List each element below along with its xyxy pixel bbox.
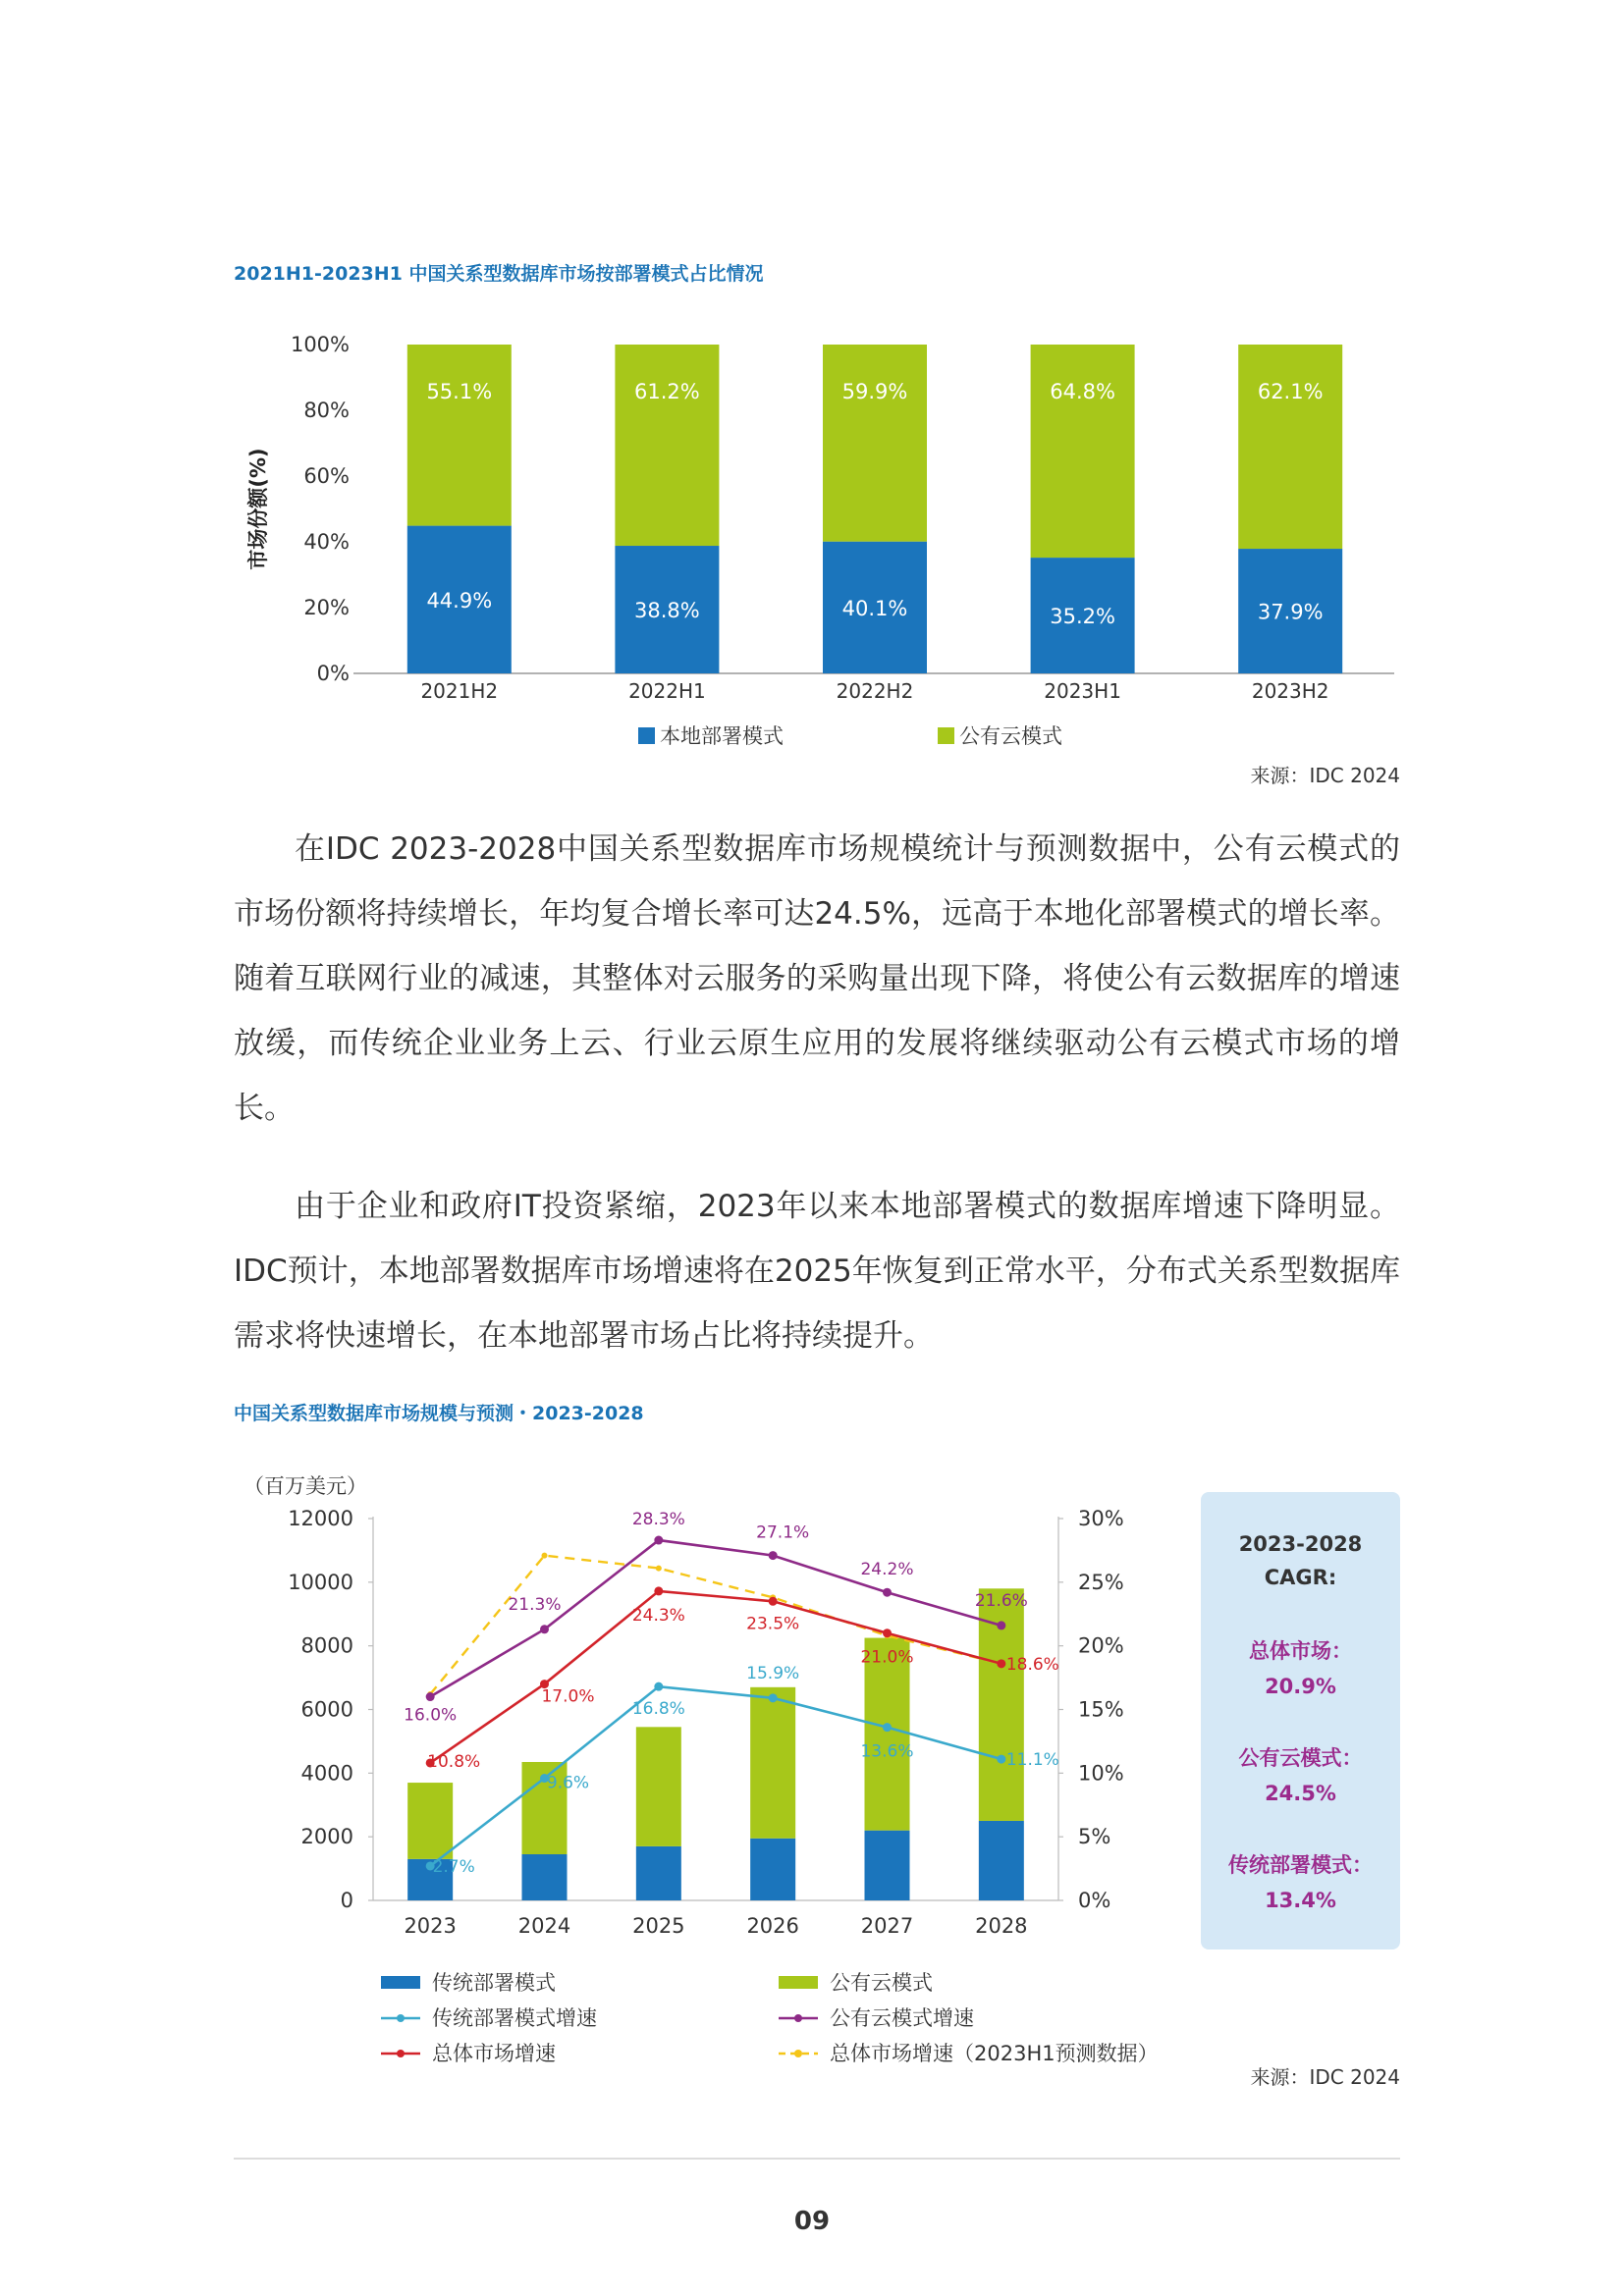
cagr-total-value: 20.9% xyxy=(1265,1675,1336,1698)
growth-data-label: 2.7% xyxy=(432,1856,475,1877)
growth-data-label: 9.6% xyxy=(546,1773,590,1793)
y-tick-label: 60% xyxy=(303,464,350,488)
bar-traditional xyxy=(522,1854,568,1900)
x-tick-label: 2023 xyxy=(404,1914,457,1938)
footer-divider xyxy=(234,2158,1400,2160)
y-tick-label: 0% xyxy=(316,662,350,685)
cagr-onprem-label: 传统部署模式： xyxy=(1228,1853,1373,1877)
growth-data-label: 10.8% xyxy=(427,1751,481,1772)
growth-line xyxy=(430,1540,1001,1696)
y-tick-label: 40% xyxy=(303,530,350,554)
bar-data-label: 44.9% xyxy=(426,588,493,613)
growth-point xyxy=(997,1755,1005,1764)
bar-data-label: 40.1% xyxy=(841,596,908,620)
y-tick-label: 100% xyxy=(290,333,350,356)
x-tick-label: 2024 xyxy=(517,1914,571,1938)
chart1-title: 2021H1-2023H1 中国关系型数据库市场按部署模式占比情况 xyxy=(234,263,764,285)
chart2-title: 中国关系型数据库市场规模与预测・2023-2028 xyxy=(234,1403,644,1424)
growth-data-label: 23.5% xyxy=(746,1614,800,1634)
bar-data-label: 62.1% xyxy=(1257,379,1324,403)
x-tick-label: 2022H1 xyxy=(628,679,706,703)
bar-data-label: 55.1% xyxy=(426,379,493,403)
bar-traditional xyxy=(636,1846,681,1900)
legend-swatch xyxy=(381,1976,420,1989)
growth-point xyxy=(542,1553,548,1559)
growth-point xyxy=(883,1629,892,1637)
y2-tick-label: 5% xyxy=(1078,1825,1111,1849)
bar-cloud xyxy=(636,1727,681,1846)
y-tick-label: 8000 xyxy=(300,1633,353,1658)
growth-data-label: 21.0% xyxy=(860,1647,914,1668)
growth-point xyxy=(883,1588,892,1597)
growth-data-label: 24.2% xyxy=(860,1560,914,1580)
bar-traditional xyxy=(865,1831,910,1900)
growth-line xyxy=(430,1556,1001,1694)
bar-data-label: 59.9% xyxy=(841,379,908,403)
growth-point xyxy=(426,1692,435,1701)
y2-tick-label: 0% xyxy=(1078,1889,1111,1912)
legend-label: 总体市场增速 xyxy=(432,2042,556,2065)
y-tick-label: 0 xyxy=(340,1889,353,1912)
y2-tick-label: 15% xyxy=(1078,1697,1124,1722)
bar-data-label: 37.9% xyxy=(1257,600,1324,624)
growth-data-label: 13.6% xyxy=(860,1741,914,1762)
bar-cloud xyxy=(407,1783,453,1859)
y2-tick-label: 30% xyxy=(1078,1507,1124,1530)
bar-data-label: 35.2% xyxy=(1050,605,1115,629)
growth-point xyxy=(769,1597,778,1606)
cagr-heading-years: 2023-2028 xyxy=(1238,1532,1363,1556)
bar-data-label: 64.8% xyxy=(1050,379,1115,403)
bar-cloud xyxy=(750,1687,795,1839)
growth-data-label: 21.3% xyxy=(508,1594,562,1615)
bar-traditional xyxy=(750,1839,795,1900)
legend-label: 总体市场增速（2023H1预测数据） xyxy=(830,2042,1159,2065)
legend-swatch-dot xyxy=(794,2014,802,2022)
growth-line xyxy=(430,1686,1001,1866)
x-tick-label: 2022H2 xyxy=(836,679,914,703)
bar-data-label: 61.2% xyxy=(634,379,700,403)
growth-data-label: 15.9% xyxy=(746,1663,800,1683)
y-tick-label: 80% xyxy=(303,399,350,422)
legend-swatch-dot xyxy=(397,2014,405,2022)
cagr-total-label: 总体市场： xyxy=(1249,1639,1352,1663)
cagr-onprem-value: 13.4% xyxy=(1265,1889,1336,1912)
growth-point xyxy=(769,1551,778,1560)
x-tick-label: 2027 xyxy=(860,1914,914,1938)
growth-data-label: 27.1% xyxy=(756,1522,810,1543)
x-tick-label: 2028 xyxy=(975,1914,1028,1938)
growth-point xyxy=(997,1659,1005,1668)
chart1-source: 来源：IDC 2024 xyxy=(1250,764,1400,787)
growth-data-label: 16.8% xyxy=(631,1699,685,1720)
growth-point xyxy=(654,1536,663,1545)
legend-label: 公有云模式 xyxy=(830,1971,933,1995)
bar-data-label: 38.8% xyxy=(634,599,700,623)
y-axis-unit: （百万美元） xyxy=(244,1474,367,1498)
y-tick-label: 12000 xyxy=(288,1507,353,1530)
y-axis-title: 市场份额(%) xyxy=(246,448,270,570)
growth-point xyxy=(654,1682,663,1691)
chart2-source: 来源：IDC 2024 xyxy=(1250,2065,1400,2089)
growth-data-label: 21.6% xyxy=(974,1590,1028,1611)
growth-data-label: 24.3% xyxy=(631,1605,685,1626)
cagr-cloud-value: 24.5% xyxy=(1265,1782,1336,1805)
legend-label: 本地部署模式 xyxy=(660,724,784,748)
x-tick-label: 2023H2 xyxy=(1251,679,1329,703)
y2-tick-label: 10% xyxy=(1078,1761,1124,1786)
x-tick-label: 2025 xyxy=(632,1914,685,1938)
growth-point xyxy=(769,1693,778,1702)
legend-label: 公有云模式 xyxy=(959,724,1062,748)
growth-data-label: 28.3% xyxy=(631,1510,685,1530)
y2-tick-label: 20% xyxy=(1078,1633,1124,1658)
y2-tick-label: 25% xyxy=(1078,1570,1124,1594)
y-tick-label: 20% xyxy=(303,596,350,619)
y-tick-label: 2000 xyxy=(300,1825,353,1849)
y-tick-label: 10000 xyxy=(288,1570,353,1594)
legend-swatch xyxy=(779,1976,818,1989)
growth-point xyxy=(540,1625,549,1633)
x-tick-label: 2023H1 xyxy=(1044,679,1121,703)
x-tick-label: 2021H2 xyxy=(420,679,499,703)
growth-point xyxy=(654,1586,663,1595)
y-tick-label: 4000 xyxy=(300,1761,353,1786)
growth-point xyxy=(656,1566,662,1572)
growth-point xyxy=(997,1621,1005,1629)
cagr-cloud-label: 公有云模式： xyxy=(1238,1746,1363,1770)
growth-data-label: 18.6% xyxy=(1005,1654,1059,1675)
paragraph-2: 由于企业和政府IT投资紧缩，2023年以来本地部署模式的数据库增速下降明显。IDC预计，本地部署数据库市场增速将在2025年恢复到正常水平，分布式关系型数据库需求将快速增长，在本地部署市场占比将持续提升。 xyxy=(234,1189,1400,1354)
growth-data-label: 11.1% xyxy=(1005,1750,1059,1771)
y-tick-label: 6000 xyxy=(300,1697,353,1722)
growth-line xyxy=(430,1591,1001,1763)
page-number: 09 xyxy=(793,2207,831,2236)
cagr-box xyxy=(1201,1492,1400,1949)
legend-swatch-dot xyxy=(794,2050,802,2057)
legend-swatch-dot xyxy=(397,2050,405,2057)
growth-data-label: 17.0% xyxy=(541,1686,595,1707)
growth-data-label: 16.0% xyxy=(404,1705,458,1726)
growth-point xyxy=(883,1723,892,1732)
paragraph-1: 在IDC 2023-2028中国关系型数据库市场规模统计与预测数据中，公有云模式的市场份额将持续增长，年均复合增长率可达24.5%，远高于本地化部署模式的增长率。随着互联网行业的减速，其整体对云服务的采购量出现下降，将使公有云数据库的增速放缓，而传统企业业务上云、行业云原生应用的发展将继续驱动公有云模式市场的增长。 xyxy=(234,831,1400,1126)
legend-label: 传统部署模式增速 xyxy=(432,2006,597,2030)
bar-traditional xyxy=(979,1821,1024,1900)
legend-label: 传统部署模式 xyxy=(432,1971,556,1995)
legend-label: 公有云模式增速 xyxy=(830,2006,974,2030)
cagr-heading-label: CAGR: xyxy=(1264,1566,1337,1589)
x-tick-label: 2026 xyxy=(746,1914,799,1938)
